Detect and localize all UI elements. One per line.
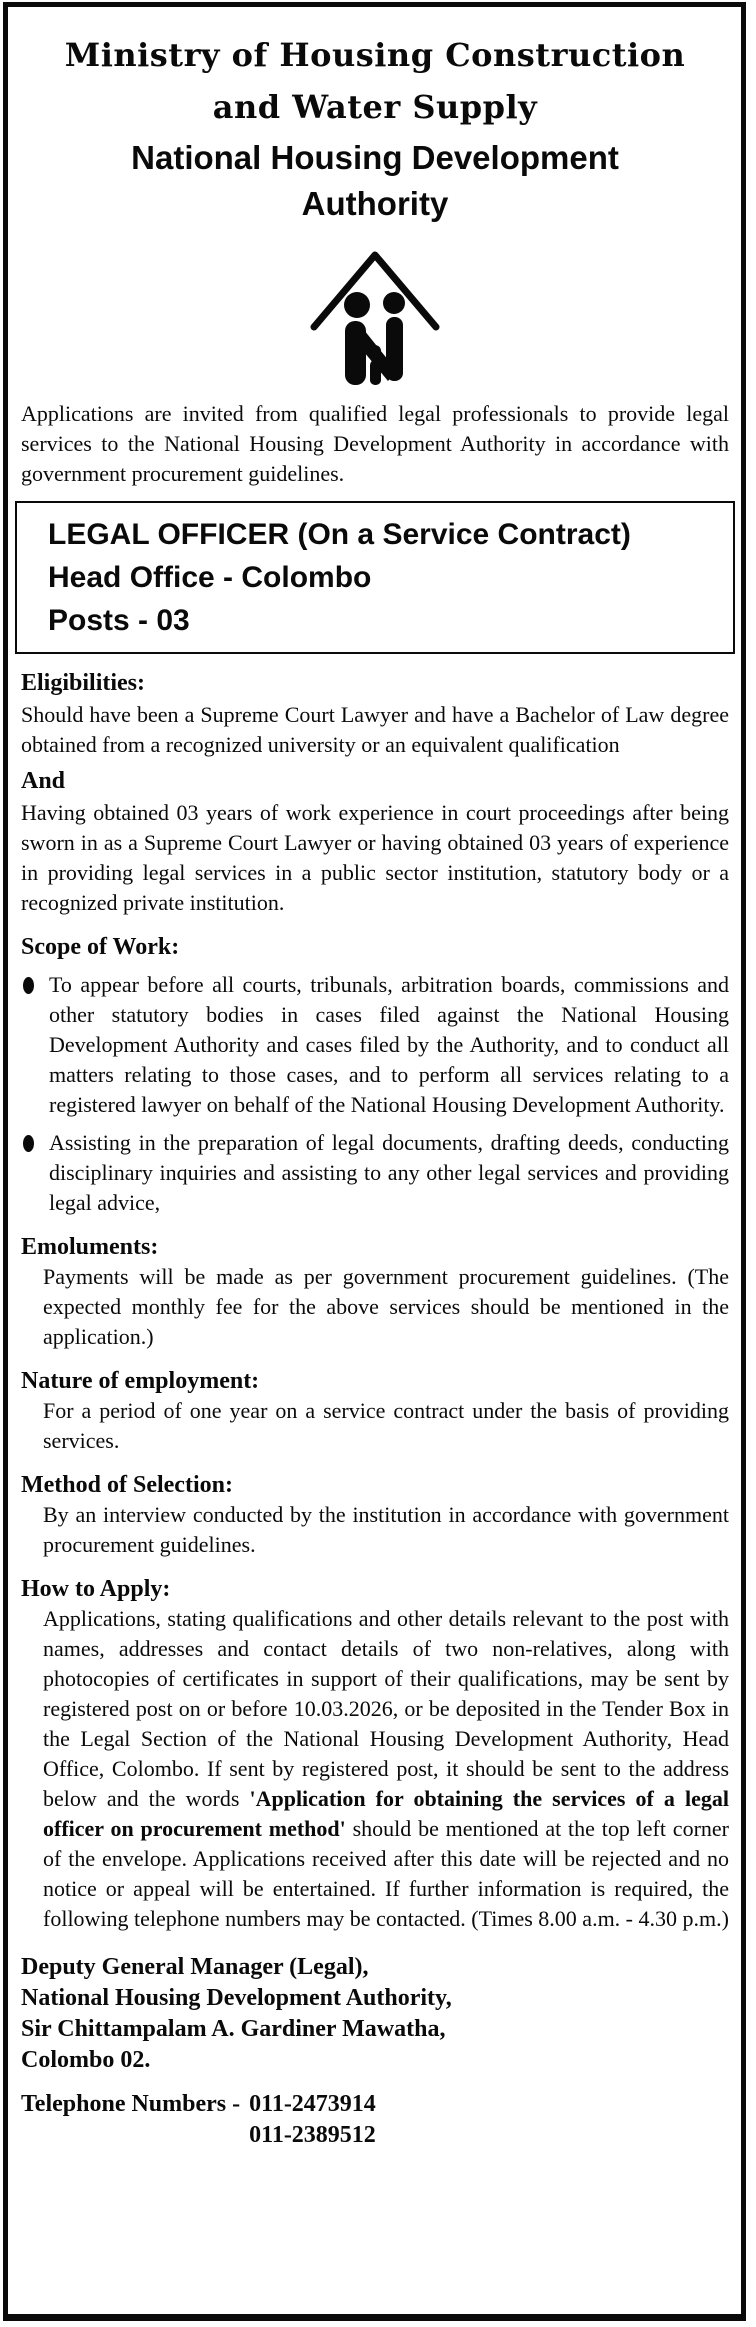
emoluments-paragraph: Payments will be made as per government procurement guidelines. (The expected monthly fee for the above services should be mentioned in the application.) — [43, 1264, 729, 1349]
contact-address-line-1: Deputy General Manager (Legal), — [21, 1954, 369, 1980]
nature-of-employment-paragraph: For a period of one year on a service contract under the basis of providing services. — [43, 1398, 729, 1453]
scope-of-work-list — [21, 970, 729, 1218]
eligibilities-paragraph-2: Having obtained 03 years of work experience in court proceedings after being sworn in as a Supreme Court Lawyer or having obtained 03 years of experience in providing legal services in a public sector institution, statutory body or a recognized private institution. — [21, 800, 729, 915]
authority-title — [21, 135, 729, 227]
ministry-title — [21, 29, 729, 133]
nhda-family-house-logo-icon — [300, 237, 450, 385]
telephone-number-1: 011-2473914 — [249, 2091, 376, 2117]
scope-bullet-2 — [21, 1128, 729, 1218]
apply-text-after: should be mentioned at the top left corner of the envelope. Applications received after this date will be rejected and no notice or appeal will be entertained. If further information is required, the following telephone numbers may be contacted. (Times 8.00 a.m. - 4.30 p.m.) — [43, 1816, 729, 1931]
ministry-title-line2: and Water Supply — [212, 88, 538, 126]
how-to-apply-paragraph — [43, 1604, 729, 1934]
vacancy-box — [15, 501, 735, 654]
contact-address-line-4: Colombo 02. — [21, 2047, 151, 2073]
scope-bullet-1 — [21, 970, 729, 1120]
telephone-block — [21, 2089, 729, 2151]
emoluments-heading: Emoluments: — [21, 1234, 159, 1260]
authority-title-line1: National Housing Development — [131, 139, 619, 176]
eligibilities-paragraph-1: Should have been a Supreme Court Lawyer and have a Bachelor of Law degree obtained from a recognized university or an equivalent qualification — [21, 702, 729, 757]
authority-title-line2: Authority — [301, 185, 449, 222]
scope-of-work-heading: Scope of Work: — [21, 934, 180, 960]
bullet-icon — [23, 1135, 34, 1152]
how-to-apply-heading: How to Apply: — [21, 1576, 171, 1602]
eligibilities-heading: Eligibilities: — [21, 670, 146, 696]
ministry-title-line1: Ministry of Housing Construction — [64, 36, 686, 74]
bullet-icon — [23, 977, 34, 994]
nature-of-employment-heading: Nature of employment: — [21, 1368, 260, 1394]
contact-address-line-3: Sir Chittampalam A. Gardiner Mawatha, — [21, 2016, 446, 2042]
vacancy-location: Head Office - Colombo — [48, 561, 372, 594]
contact-address-block — [21, 1952, 729, 2076]
eligibilities-connector: And — [21, 768, 66, 794]
contact-address-line-2: National Housing Development Authority, — [21, 1985, 452, 2011]
advertisement-border-frame — [3, 2, 746, 2321]
vacancy-title: LEGAL OFFICER (On a Service Contract) — [48, 518, 631, 551]
apply-text-before: Applications, stating qualifications and other details relevant to the post with names, addresses and contact details of two non-relatives, along with photocopies of certificates in support of their qualifications, may be sent by registered post on or before 10.03.2026, or be deposited in the Tender Box in the Legal Section of the National Housing Development Authority, Head Office, Colombo. If sent by registered post, it should be sent to the address below and the words — [43, 1606, 729, 1811]
scope-bullet-1-text: To appear before all courts, tribunals, arbitration boards, commissions and other statutory bodies in cases filed against the National Housing Development Authority and cases filed by the Authority, and to conduct all matters relating to those cases, and to perform all services relating to a registered lawyer on behalf of the National Housing Development Authority. — [49, 972, 729, 1117]
method-of-selection-heading: Method of Selection: — [21, 1472, 233, 1498]
method-of-selection-paragraph: By an interview conducted by the institution in accordance with government procurement guidelines. — [43, 1502, 729, 1557]
apply-envelope-phrase: 'Application for obtaining the services of a legal officer on procurement method' — [43, 1786, 729, 1841]
intro-paragraph: Applications are invited from qualified legal professionals to provide legal services to the National Housing Development Authority in accordance with government procurement guidelines. — [21, 401, 729, 486]
vacancy-posts-count: Posts - 03 — [48, 604, 190, 637]
scope-bullet-2-text: Assisting in the preparation of legal documents, drafting deeds, conducting disciplinary inquiries and assisting to any other legal services and providing legal advice, — [49, 1130, 729, 1215]
nhda-logo-svg — [300, 237, 450, 385]
telephone-numbers — [249, 2089, 376, 2151]
telephone-number-2: 011-2389512 — [249, 2122, 376, 2148]
telephone-label: Telephone Numbers - — [21, 2091, 241, 2117]
